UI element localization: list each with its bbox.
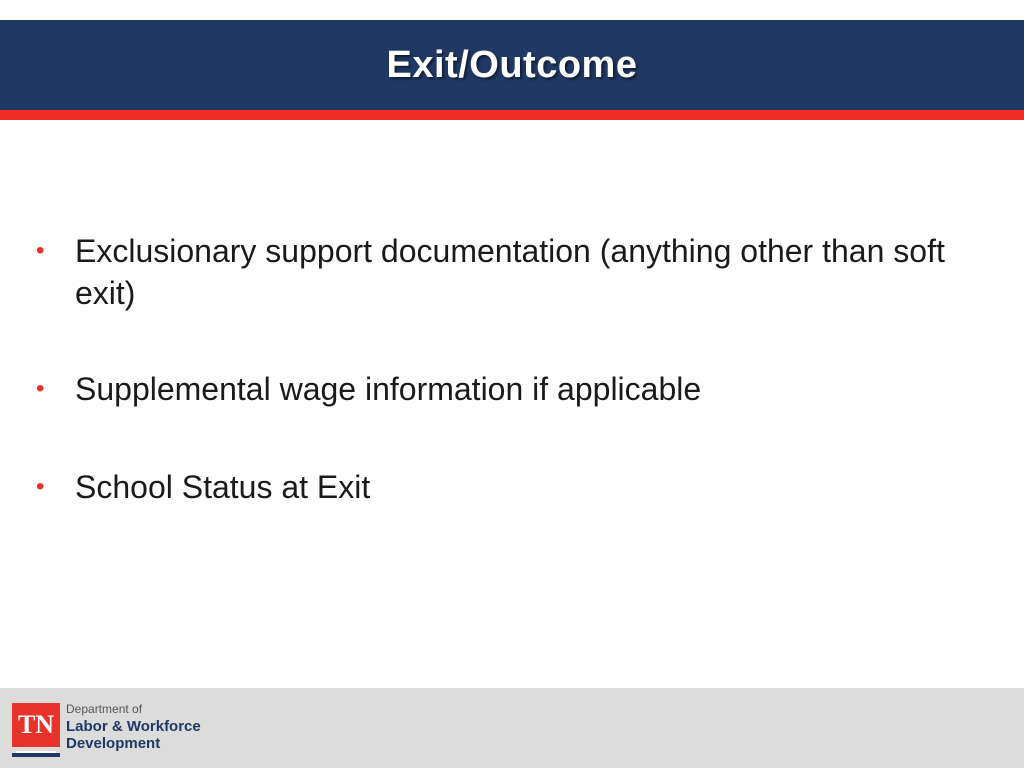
bullet-icon: • — [36, 237, 45, 264]
dept-logo — [12, 703, 201, 752]
dept-line2: Labor & Workforce — [66, 718, 201, 735]
title-bar — [0, 20, 1024, 110]
dept-line1: Department of — [66, 702, 143, 716]
tn-logo-icon: TN — [12, 703, 60, 747]
footer — [0, 688, 1024, 768]
dept-name — [66, 701, 201, 752]
bullet-text: Exclusionary support documentation (anything other than soft exit) — [75, 233, 945, 311]
bullet-text: Supplemental wage information if applicable — [75, 371, 702, 407]
bullet-icon: • — [36, 473, 45, 500]
bullet-text: School Status at Exit — [75, 469, 371, 505]
bullet-list — [30, 230, 1010, 562]
accent-stripe — [0, 110, 1024, 120]
bullet-item — [30, 230, 1010, 314]
bullet-item — [30, 368, 1010, 410]
dept-line3: Development — [66, 735, 161, 752]
tn-logo-underline — [12, 753, 60, 757]
bullet-item — [30, 466, 1010, 508]
slide-title: Exit/Outcome — [386, 43, 638, 86]
bullet-icon: • — [36, 375, 45, 402]
